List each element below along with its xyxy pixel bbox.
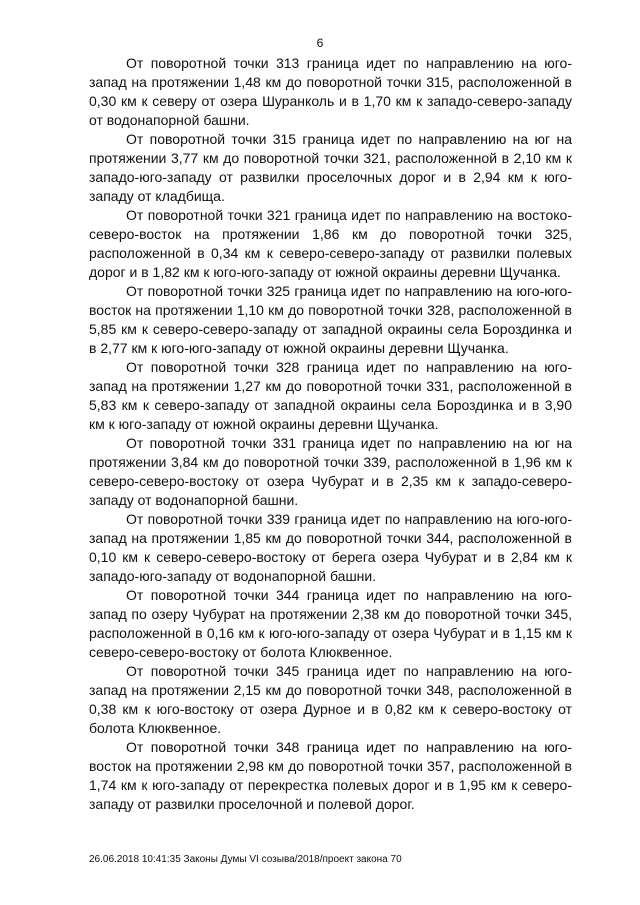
paragraph: От поворотной точки 331 граница идет по направлению на юг на протяжении 3,84 км до поворотной точки 339, расположенной в 1,96 км к северо-северо-востоку от озера Чубурат и в 2,35 км к западо-северо-западу от водонапорной башни.: [89, 435, 572, 508]
paragraph: От поворотной точки 313 граница идет по направлению на юго-запад на протяжении 1,48 км до поворотной точки 315, расположенной в 0,30 км к северу от озера Шуранколь и в 1,70 км к западо-северо-западу от водонапорной башни.: [89, 55, 572, 128]
paragraph: От поворотной точки 345 граница идет по направлению на юго-запад на протяжении 2,15 км до поворотной точки 348, расположенной в 0,38 км к юго-востоку от озера Дурное и в 0,82 км к северо-востоку от болота Клюквенное.: [89, 663, 572, 736]
paragraph: От поворотной точки 328 граница идет по направлению на юго-запад на протяжении 1,27 км до поворотной точки 331, расположенной в 5,83 км к северо-западу от западной окраины села Бороздинка и в 3,90 км к юго-западу от южной окраины деревни Щучанка.: [89, 359, 572, 432]
footer-document-path: 26.06.2018 10:41:35 Законы Думы VI созыва/2018/проект закона 70: [89, 854, 402, 865]
paragraph: От поворотной точки 339 граница идет по направлению на юго-юго-запад на протяжении 1,85 км до поворотной точки 344, расположенной в 0,10 км к северо-северо-востоку от берега озера Чубурат и в 2,84 км к западо-юго-западу от водонапорной башни.: [89, 511, 572, 584]
paragraph: От поворотной точки 348 граница идет по направлению на юго-восток на протяжении 2,98 км до поворотной точки 357, расположенной в 1,74 км к юго-западу от перекрестка полевых дорог и в 1,95 км к северо-западу от развилки проселочной и полевой дорог.: [89, 739, 572, 812]
paragraph: От поворотной точки 344 граница идет по направлению на юго-запад по озеру Чубурат на протяжении 2,38 км до поворотной точки 345, расположенной в 0,16 км к юго-юго-западу от озера Чубурат и в 1,15 км к северо-северо-востоку от болота Клюквенное.: [89, 587, 572, 660]
document-body: [89, 54, 572, 814]
paragraph: От поворотной точки 321 граница идет по направлению на востоко-северо-восток на протяжении 1,86 км до поворотной точки 325, расположенной в 0,34 км к северо-северо-западу от развилки полевых дорог и в 1,82 км к юго-юго-западу от южной окраины деревни Щучанка.: [89, 207, 572, 280]
paragraph: От поворотной точки 325 граница идет по направлению на юго-юго-восток на протяжении 1,10 км до поворотной точки 328, расположенной в 5,85 км к северо-северо-западу от западной окраины села Бороздинка и в 2,77 км к юго-юго-западу от южной окраины деревни Щучанка.: [89, 283, 572, 356]
paragraph: От поворотной точки 315 граница идет по направлению на юг на протяжении 3,77 км до поворотной точки 321, расположенной в 2,10 км к западо-юго-западу от развилки проселочных дорог и в 2,94 км к юго-западу от кладбища.: [89, 131, 572, 204]
page-number: 6: [316, 36, 324, 50]
